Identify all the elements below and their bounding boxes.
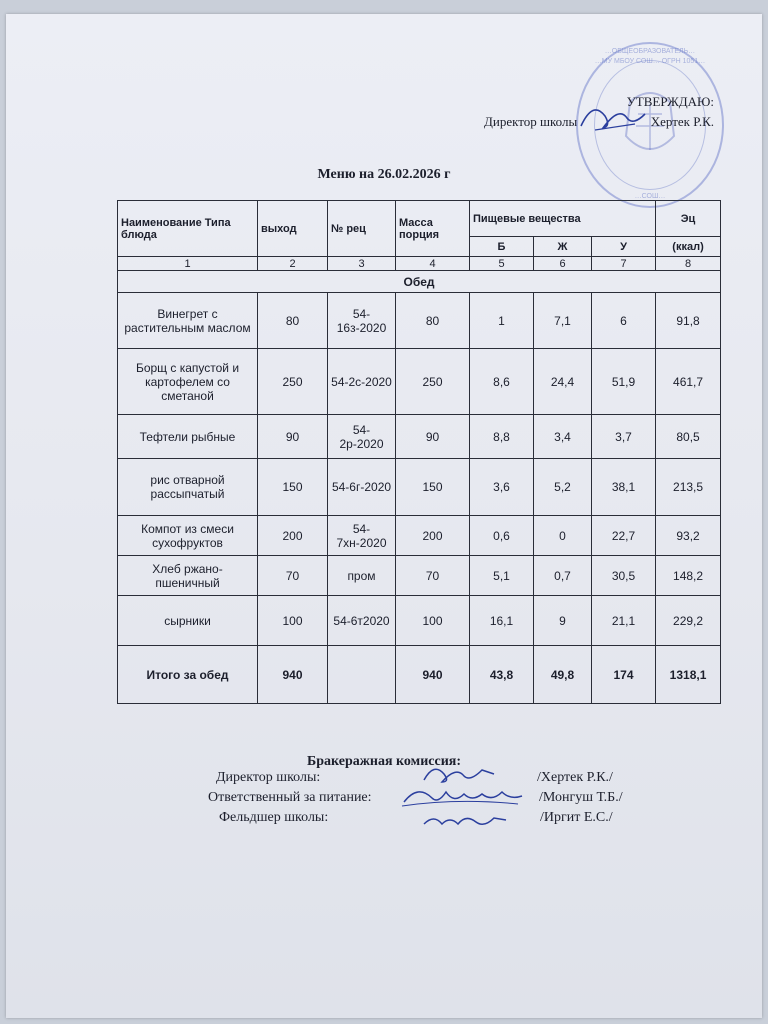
dish-energy: 461,7 — [656, 349, 721, 415]
approval-heading: УТВЕРЖДАЮ: — [626, 94, 714, 109]
dish-carbs: 30,5 — [592, 556, 656, 596]
dish-name: рис отварной рассыпчатый — [118, 459, 258, 516]
dish-mass: 250 — [396, 349, 470, 415]
total-mass: 940 — [396, 646, 470, 704]
section-title: Обед — [118, 271, 721, 293]
commission-block — [0, 754, 768, 830]
column-number-row — [118, 257, 721, 271]
member-name: /Хертек Р.К./ — [537, 770, 613, 785]
commission-title: Бракеражная комиссия: — [307, 754, 461, 769]
header-nutrients: Пищевые вещества — [470, 201, 656, 237]
column-number: 6 — [534, 257, 592, 271]
stamp-text-bottom: …СОШ… — [634, 193, 666, 200]
dish-fat: 9 — [534, 596, 592, 646]
dish-yield: 70 — [258, 556, 328, 596]
header-recipe: № рец — [328, 201, 396, 257]
nutrition-responsible-signature — [398, 780, 528, 810]
dish-recipe: пром — [328, 556, 396, 596]
section-row — [118, 271, 721, 293]
dish-yield: 200 — [258, 516, 328, 556]
table-row — [118, 415, 721, 459]
dish-energy: 213,5 — [656, 459, 721, 516]
header-name: Наименование Типа блюда — [118, 201, 258, 257]
menu-table — [117, 200, 721, 704]
dish-yield: 80 — [258, 293, 328, 349]
dish-energy: 148,2 — [656, 556, 721, 596]
dish-fat: 24,4 — [534, 349, 592, 415]
dish-energy: 80,5 — [656, 415, 721, 459]
dish-carbs: 51,9 — [592, 349, 656, 415]
total-recipe — [328, 646, 396, 704]
dish-mass: 70 — [396, 556, 470, 596]
header-energy-unit: (ккал) — [656, 237, 721, 257]
header-fat: Ж — [534, 237, 592, 257]
dish-energy: 229,2 — [656, 596, 721, 646]
commission-member — [0, 810, 768, 830]
dish-mass: 200 — [396, 516, 470, 556]
dish-fat: 5,2 — [534, 459, 592, 516]
dish-carbs: 3,7 — [592, 415, 656, 459]
dish-carbs: 38,1 — [592, 459, 656, 516]
dish-energy: 93,2 — [656, 516, 721, 556]
approval-position: Директор школы — [484, 114, 578, 129]
header-yield: выход — [258, 201, 328, 257]
dish-carbs: 22,7 — [592, 516, 656, 556]
dish-recipe: 54-6т2020 — [328, 596, 396, 646]
dish-mass: 90 — [396, 415, 470, 459]
column-number: 4 — [396, 257, 470, 271]
total-label: Итого за обед — [118, 646, 258, 704]
commission-member — [0, 790, 768, 810]
dish-name: Тефтели рыбные — [118, 415, 258, 459]
member-name: /Иргит Е.С./ — [540, 810, 613, 825]
header-mass: Масса порция — [396, 201, 470, 257]
column-number: 1 — [118, 257, 258, 271]
dish-recipe: 54-6г-2020 — [328, 459, 396, 516]
medic-signature — [420, 808, 510, 832]
dish-name: Борщ с капустой и картофелем со сметаной — [118, 349, 258, 415]
dish-mass: 80 — [396, 293, 470, 349]
member-role: Фельдшер школы: — [219, 810, 329, 825]
dish-protein: 5,1 — [470, 556, 534, 596]
dish-yield: 250 — [258, 349, 328, 415]
dish-name: Хлеб ржано-пшеничный — [118, 556, 258, 596]
table-row — [118, 596, 721, 646]
column-number: 7 — [592, 257, 656, 271]
total-protein: 43,8 — [470, 646, 534, 704]
dish-protein: 3,6 — [470, 459, 534, 516]
total-fat: 49,8 — [534, 646, 592, 704]
dish-fat: 7,1 — [534, 293, 592, 349]
dish-yield: 90 — [258, 415, 328, 459]
member-role: Директор школы: — [216, 770, 321, 785]
column-number: 2 — [258, 257, 328, 271]
dish-protein: 0,6 — [470, 516, 534, 556]
menu-title: Меню на 26.02.2026 г — [317, 167, 451, 182]
member-role: Ответственный за питание: — [208, 790, 372, 805]
dish-name: Винегрет с растительным маслом — [118, 293, 258, 349]
dish-recipe: 54-16з-2020 — [328, 293, 396, 349]
table-row — [118, 349, 721, 415]
header-protein: Б — [470, 237, 534, 257]
total-row — [118, 646, 721, 704]
column-number: 5 — [470, 257, 534, 271]
table-row — [118, 516, 721, 556]
dish-recipe: 54-2с-2020 — [328, 349, 396, 415]
dish-protein: 8,6 — [470, 349, 534, 415]
dish-mass: 150 — [396, 459, 470, 516]
dish-name: Компот из смеси сухофруктов — [118, 516, 258, 556]
table-row — [118, 293, 721, 349]
dish-energy: 91,8 — [656, 293, 721, 349]
header-carbs: У — [592, 237, 656, 257]
column-number: 3 — [328, 257, 396, 271]
dish-fat: 3,4 — [534, 415, 592, 459]
stamp-text-top: …ОБЩЕОБРАЗОВАТЕЛЬ… — [604, 48, 696, 55]
header-energy: Эц — [656, 201, 721, 237]
dish-protein: 1 — [470, 293, 534, 349]
member-name: /Монгуш Т.Б./ — [539, 790, 623, 805]
table-header-row — [118, 201, 721, 237]
dish-recipe: 54-7хн-2020 — [328, 516, 396, 556]
commission-member — [0, 770, 768, 790]
dish-name: сырники — [118, 596, 258, 646]
dish-fat: 0,7 — [534, 556, 592, 596]
dish-yield: 150 — [258, 459, 328, 516]
director-signature-top — [575, 96, 655, 136]
total-yield: 940 — [258, 646, 328, 704]
dish-yield: 100 — [258, 596, 328, 646]
dish-carbs: 21,1 — [592, 596, 656, 646]
approval-name: Хертек Р.К. — [650, 114, 714, 129]
dish-recipe: 54-2р-2020 — [328, 415, 396, 459]
total-carbs: 174 — [592, 646, 656, 704]
table-row — [118, 459, 721, 516]
dish-carbs: 6 — [592, 293, 656, 349]
table-row — [118, 556, 721, 596]
dish-mass: 100 — [396, 596, 470, 646]
column-number: 8 — [656, 257, 721, 271]
dish-protein: 16,1 — [470, 596, 534, 646]
total-energy: 1318,1 — [656, 646, 721, 704]
dish-protein: 8,8 — [470, 415, 534, 459]
dish-fat: 0 — [534, 516, 592, 556]
stamp-text-mid: …МУ МБОУ СОШ… ОГРН 1051… — [594, 58, 706, 65]
